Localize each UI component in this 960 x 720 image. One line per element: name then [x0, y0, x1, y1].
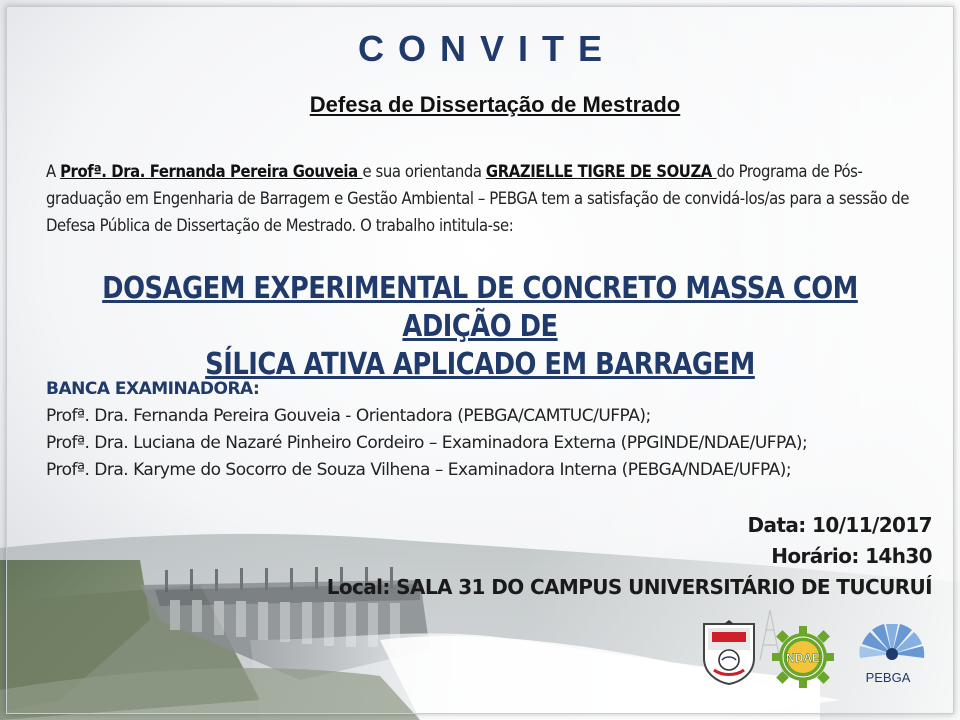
university-seal-logo — [700, 620, 758, 686]
thesis-title — [102, 270, 859, 384]
thesis-title-line-1: DOSAGEM EXPERIMENTAL DE CONCRETO MASSA COM ADIÇÃO DE — [102, 271, 858, 344]
invitation-subtitle: Defesa de Dissertação de Mestrado — [309, 92, 681, 117]
event-time: Horário: 14h30 — [771, 544, 932, 568]
examining-board — [46, 376, 906, 484]
pebga-logo-text: PEBGA — [865, 670, 911, 685]
board-member: Profª. Dra. Fernanda Pereira Gouveia - Orientadora (PEBGA/CAMTUC/UFPA); — [46, 406, 651, 426]
intro-text-c: do Programa de Pós-graduação em Engenharia de Barragem e Gestão Ambiental – PEBGA tem a satisfação de convidá-los/as para a sessão de Defesa Pública de Dissertação de Mestrado. O trabalho intitula-se: — [46, 162, 910, 235]
ndae-gear-logo — [770, 624, 836, 690]
examining-board-heading: BANCA EXAMINADORA: — [46, 379, 260, 399]
intro-text-b: e sua orientanda — [362, 162, 486, 181]
event-details — [327, 510, 932, 603]
intro-paragraph — [46, 158, 916, 239]
advisor-name: Profª. Dra. Fernanda Pereira Gouveia — [60, 162, 363, 181]
ndae-logo-text: NDAE — [785, 651, 821, 665]
pebga-logo — [852, 624, 932, 688]
invitation-title: CONVITE — [357, 28, 616, 69]
board-member: Profª. Dra. Karyme do Socorro de Souza Vilhena – Examinadora Interna (PEBGA/NDAE/UFPA); — [46, 460, 792, 480]
intro-text-a: A — [46, 162, 61, 181]
thesis-title-line-2: SÍLICA ATIVA APLICADO EM BARRAGEM — [205, 347, 755, 382]
event-location: Local: SALA 31 DO CAMPUS UNIVERSITÁRIO DE TUCURUÍ — [326, 575, 932, 599]
event-date: Data: 10/11/2017 — [747, 513, 932, 537]
board-member: Profª. Dra. Luciana de Nazaré Pinheiro Cordeiro – Examinadora Externa (PPGINDE/NDAE/UFPA); — [46, 433, 808, 453]
student-name: GRAZIELLE TIGRE DE SOUZA — [485, 162, 717, 181]
